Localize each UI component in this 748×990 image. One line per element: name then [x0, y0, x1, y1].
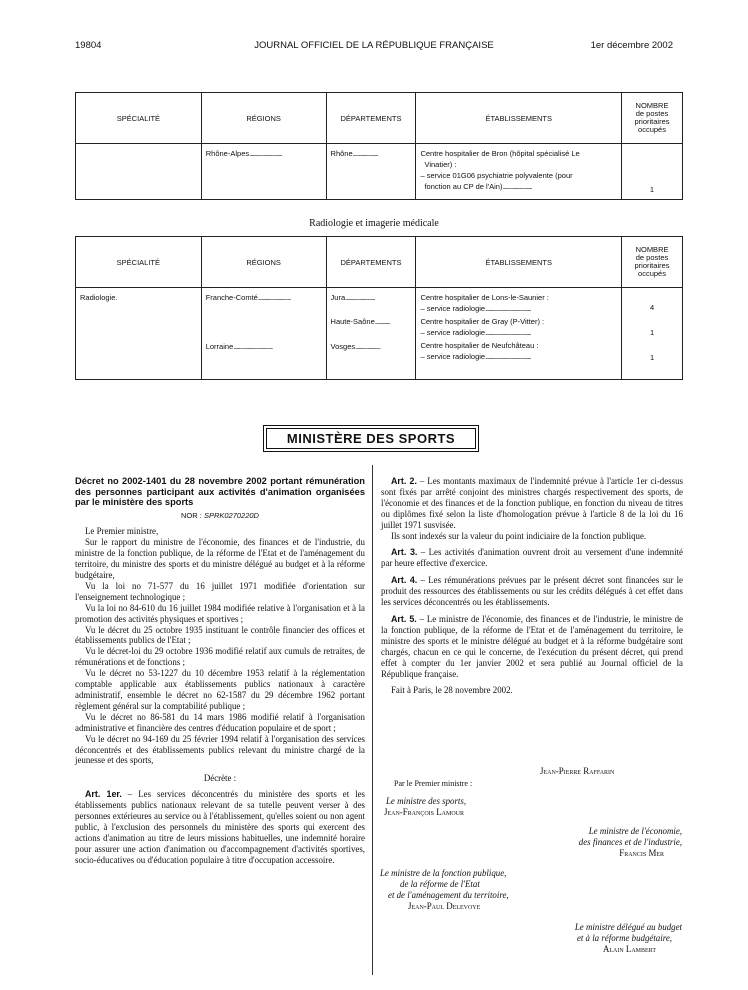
column-divider	[372, 465, 373, 975]
nor-reference: NOR : SPRK0270220D	[181, 510, 259, 520]
article-3: Art. 3. – Les activités d'animation ouvrent droit au versement d'une indemnité par heure effective d'exercice.	[381, 547, 683, 569]
visa-paragraph: Vu la loi no 84-610 du 16 juillet 1984 modifiée relative à l'organisation et à la promotion des activités physiques et sportives ;	[75, 602, 365, 624]
table-row	[76, 288, 683, 380]
decree-visas	[75, 526, 365, 766]
signature-economie: Le ministre de l'économie, des finances et de l'industrie, Francis Mer	[578, 826, 682, 858]
article-2-b: Ils sont indexés sur la valeur du point indiciaire de la fonction publique.	[391, 530, 647, 541]
col-departements: DÉPARTEMENTS	[326, 93, 416, 144]
article-5: Art. 5. – Le ministre de l'économie, des finances et de l'industrie, le ministre de la fonction publique, de la réforme de l'Etat et de l'aménagement du territoire, le ministre des sports et le ministre délégué au budget et à la réforme budgétaire sont chargés, chacun en ce qui le concerne, de l'exécution du présent décret, qui prend effet à compter du 1er janvier 2002 et sera publié au Journal officiel de la République française.	[381, 613, 683, 679]
col-nombre: NOMBRE de postes prioritaires occupés	[622, 93, 683, 144]
page-number: 19804	[75, 40, 102, 51]
cell-departement: Rhône.......................	[326, 144, 416, 200]
visa-paragraph: Vu le décret du 25 octobre 1935 instituant le contrôle financier des offices et établissements publics de l'Etat ;	[75, 624, 365, 646]
article-4: Art. 4. – Les rémunérations prévues par le présent décret sont financées sur le produit des ressources des établissements ou sur les crédits délégués à cet effet dans les services déconcentrés ou les établissements.	[381, 575, 683, 608]
signature-budget: Le ministre délégué au budget et à la réforme budgétaire, Alain Lambert	[574, 922, 682, 954]
col-regions: RÉGIONS	[201, 93, 326, 144]
cell-departements: Jura........................... Haute-Saône.............. Vosges.......................	[326, 288, 416, 380]
cell-specialite	[76, 144, 202, 200]
visa-paragraph: Vu le décret no 53-1227 du 10 décembre 1953 relatif à la réglementation comptable applicable aux établissements publics nationaux à caractère administratif, ensemble le décret no 62-1587 du 29 décembre 1962 portant règlement général sur la comptabilité publique ;	[75, 668, 365, 711]
left-column	[75, 476, 365, 866]
cell-etablissements: Centre hospitalier de Lons-le-Saunier : – service radiologie.......................................... Centre hospitalier de Gray (P-Vitter) : – service radiologie.......................................... Centre hospitalier de Neufchâteau : – service radiologie..........................................	[416, 288, 622, 380]
article-1: Art. 1er. – Les services déconcentrés du ministère des sports et les établissements publics nationaux relevant de sa tutelle peuvent verser à des personnes extérieures au service ou à l'établissement, qu'elles soient ou non agent public, à l'exclusion des personnels du ministère des sports qui exercent des actions d'animation au titre de leurs missions habituelles, une indemnité horaire pour assurer une action d'animation ou d'accompagnement d'activités sportives, socio-éducatives ou d'éducation populaire à titre d'occupation accessoire.	[75, 789, 365, 865]
ministry-heading-box	[263, 425, 479, 452]
col-etablissements: ÉTABLISSEMENTS	[416, 93, 622, 144]
table-header-row	[76, 93, 683, 144]
decree-title: Décret no 2002-1401 du 28 novembre 2002 portant rémunération des personnes participant aux activités d'animation organisées par le ministère des sports	[75, 476, 365, 507]
right-column	[381, 476, 683, 696]
par-le-pm: Par le Premier ministre :	[394, 779, 473, 788]
visa-paragraph: Vu le décret no 94-169 du 25 février 1994 relatif à l'organisation des services déconcentrés et des établissements publics relevant du ministre chargé de la jeunesse et des sports,	[75, 733, 365, 766]
visa-paragraph: Vu le décret-loi du 29 octobre 1936 modifié relatif aux cumuls de retraites, de rémunérations et de fonctions ;	[75, 646, 365, 668]
article-2: Art. 2. – Les montants maximaux de l'indemnité prévue à l'article 1er ci-dessus sont fixés par arrêté conjoint des ministres chargés respectivement des sports, de l'économie et des finances et de la fonction publique, en fonction du niveau de titres ou diplômes fixé selon la liste d'homologation prévue à l'article 8 de la loi du 16 juillet 1971 susvisée.	[381, 476, 683, 530]
cell-regions: Franche-Comté.............................. Lorraine....................................	[201, 288, 326, 380]
table-radiologie	[75, 236, 683, 380]
col-specialite: SPÉCIALITÉ	[76, 237, 202, 288]
journal-title: JOURNAL OFFICIEL DE LA RÉPUBLIQUE FRANÇAISE	[254, 40, 494, 51]
cell-nombre: 1	[622, 144, 683, 200]
signature-fonction-publique: Le ministre de la fonction publique, de la réforme de l'Etat et de l'aménagement du territoire, Jean-Paul Delevoye	[380, 868, 509, 911]
visa-paragraph: Sur le rapport du ministre de l'économie, des finances et de l'industrie, du ministre de la fonction publique, de la réforme de l'Etat et de l'aménagement du territoire, du ministre des sports et du ministre délégué au budget et à la réforme budgétaire,	[75, 537, 365, 581]
premier-ministre: Le Premier ministre,	[85, 526, 159, 537]
header-date: 1er décembre 2002	[590, 40, 673, 51]
table-row	[76, 144, 683, 200]
visa-paragraph: Vu le décret no 86-581 du 14 mars 1986 modifié relatif à l'organisation administrative et financière des centres d'éducation populaire et de sport ;	[75, 711, 365, 733]
cell-specialite: Radiologie.	[76, 288, 202, 380]
visa-paragraph: Vu la loi no 71-577 du 16 juillet 1971 modifiée d'orientation sur l'enseignement technologique ;	[75, 580, 365, 602]
table-header-row	[76, 237, 683, 288]
col-specialite: SPÉCIALITÉ	[76, 93, 202, 144]
cell-nombres: 4 1 1	[622, 288, 683, 380]
cell-region: Rhône-Alpes..............................	[201, 144, 326, 200]
col-regions: RÉGIONS	[201, 237, 326, 288]
signature-sports: Le ministre des sports, Jean-François Lamour	[384, 796, 467, 817]
decrete: Décrète :	[203, 773, 237, 784]
pm-signature: Jean-Pierre Raffarin	[540, 766, 615, 776]
fait-a-paris: Fait à Paris, le 28 novembre 2002.	[391, 685, 513, 696]
table-caption: Radiologie et imagerie médicale	[309, 218, 439, 229]
col-departements: DÉPARTEMENTS	[326, 237, 416, 288]
col-nombre: NOMBRE de postes prioritaires occupés	[622, 237, 683, 288]
col-etablissements: ÉTABLISSEMENTS	[416, 237, 622, 288]
cell-etablissement: Centre hospitalier de Bron (hôpital spécialisé Le Vinatier) : – service 01G06 psychiatrie polyvalente (pour fonction au CP de l'Ain)...........................	[416, 144, 622, 200]
ministry-heading: MINISTÈRE DES SPORTS	[266, 428, 476, 449]
table-psychiatrie	[75, 92, 683, 200]
